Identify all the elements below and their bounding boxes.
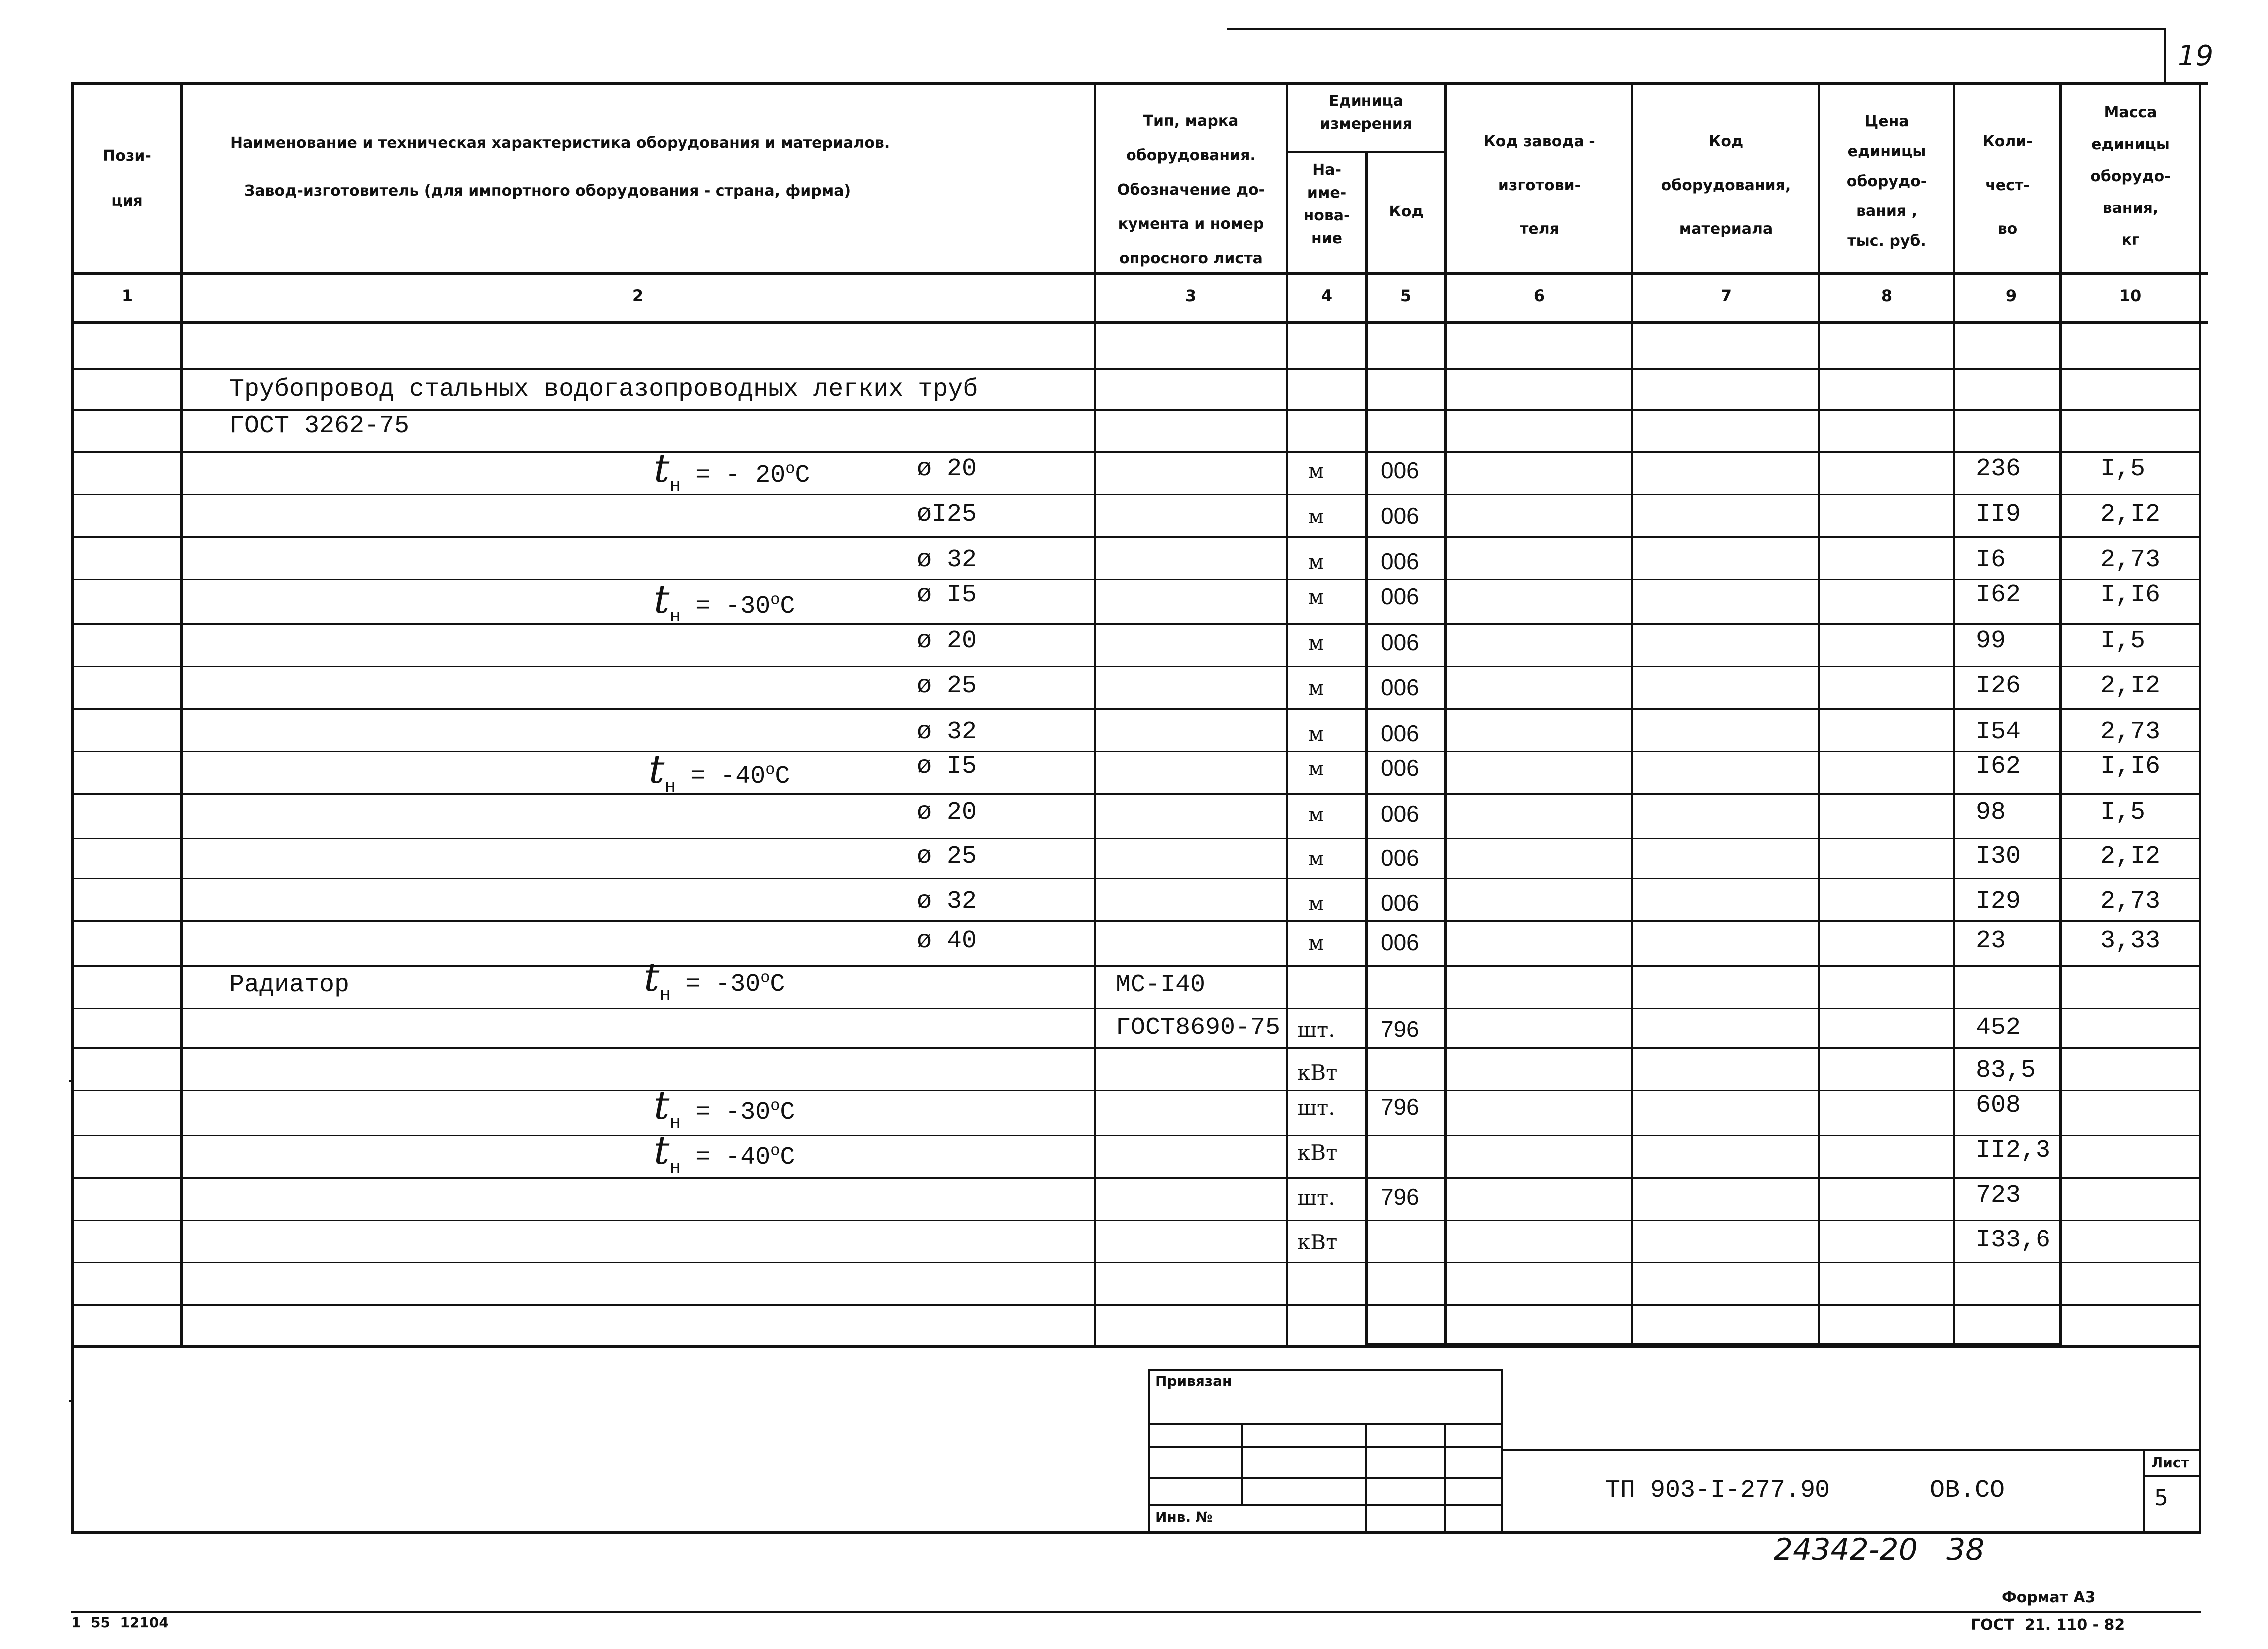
col1-divider xyxy=(180,82,183,1345)
gost-label: ГОСТ 21. 110 - 82 xyxy=(1971,1616,2125,1634)
left-code: 1 55 12104 xyxy=(71,1614,169,1631)
unit-group-line xyxy=(1286,151,1444,153)
pipe-unit-code: 006 xyxy=(1381,720,1419,746)
sheet-label: Лист xyxy=(2151,1454,2189,1471)
header-price: Цена единицы оборудо- вания , тыс. руб. xyxy=(1846,113,1927,250)
bound-grid-col-1 xyxy=(1241,1423,1243,1505)
colnum-bottom-line xyxy=(71,321,2208,324)
pipe-unit-code: 006 xyxy=(1381,755,1419,781)
bound-grid-line-3 xyxy=(1148,1477,1503,1479)
pipe-unit: м xyxy=(1308,632,1324,655)
temp-label-minus30: $t_н = -30^oC$ xyxy=(654,577,795,627)
bound-box-left xyxy=(1148,1369,1150,1534)
pipe-diameter: ø 25 xyxy=(917,842,977,871)
pipeline-title: Трубопровод стальных водогазопроводных легких труб xyxy=(229,375,978,404)
col9-divider xyxy=(2059,82,2062,1345)
radiator-quantity: I33,6 xyxy=(1976,1226,2051,1254)
document-section: ОВ.СО xyxy=(1930,1476,2005,1505)
column-number: 4 xyxy=(1321,286,1333,305)
column-number: 7 xyxy=(1720,286,1732,305)
radiator-name: Радиатор xyxy=(229,971,350,999)
row-line xyxy=(71,965,2201,967)
radiator-unit-code: 796 xyxy=(1381,1094,1419,1120)
pipe-diameter: ø 25 xyxy=(917,672,977,700)
row-line xyxy=(71,623,2201,625)
sheet-box-divider xyxy=(2143,1475,2201,1477)
handwritten-number: 24342-20 38 xyxy=(1774,1532,1985,1567)
pipe-mass: I,I6 xyxy=(2100,581,2161,609)
margin-tick xyxy=(69,1080,74,1082)
pipe-diameter: ø 32 xyxy=(917,718,977,746)
header-position: Пози- ция xyxy=(103,147,151,209)
margin-tick xyxy=(69,1400,74,1402)
bound-grid-col-3 xyxy=(1444,1423,1446,1534)
pipe-quantity: 236 xyxy=(1976,455,2021,483)
doc-box-top xyxy=(1501,1449,2201,1451)
column-number: 8 xyxy=(1881,286,1893,305)
pipe-quantity: 98 xyxy=(1976,798,2006,826)
pipe-mass: I,5 xyxy=(2100,627,2146,655)
column-number: 9 xyxy=(2005,286,2017,305)
pipe-mass: 2,I2 xyxy=(2100,842,2161,871)
pipe-quantity: I29 xyxy=(1976,887,2021,916)
radiator-temp-minus20: $t_н = -30^oC$ xyxy=(644,955,785,1006)
radiator-quantity: 723 xyxy=(1976,1181,2021,1210)
bound-grid-col-4 xyxy=(1501,1423,1503,1534)
pipe-mass: 2,I2 xyxy=(2100,672,2161,700)
radiator-unit: шт. xyxy=(1297,1185,1335,1210)
pipe-unit: м xyxy=(1308,847,1324,870)
header-name-line2: Завод-изготовитель (для импортного оборудования - страна, фирма) xyxy=(244,182,851,200)
row-line xyxy=(71,409,2201,411)
bound-box-top xyxy=(1148,1369,1503,1371)
pipe-mass: 2,73 xyxy=(2100,887,2161,916)
pipe-diameter: ø I5 xyxy=(917,752,977,781)
radiator-unit: кВт xyxy=(1297,1060,1338,1085)
pipe-unit-code: 006 xyxy=(1381,503,1419,529)
column-number: 5 xyxy=(1400,286,1412,305)
pipe-quantity: I6 xyxy=(1976,546,2006,574)
row-line xyxy=(71,1090,2201,1091)
radiator-type: МС-I40 xyxy=(1116,971,1206,999)
col5-divider xyxy=(1444,82,1447,1345)
radiator-quantity: 83,5 xyxy=(1976,1056,2036,1085)
corner-number: 19 xyxy=(2178,40,2214,72)
pipe-quantity: I30 xyxy=(1976,842,2021,871)
row-line xyxy=(71,579,2201,580)
bound-grid-line-4 xyxy=(1148,1504,1503,1506)
radiator-unit: шт. xyxy=(1297,1095,1335,1120)
col3-divider xyxy=(1286,82,1288,1345)
pipe-quantity: 23 xyxy=(1976,927,2006,955)
pipe-mass: I,5 xyxy=(2100,798,2146,826)
pipe-unit-code: 006 xyxy=(1381,845,1419,871)
row-line xyxy=(71,708,2201,710)
pipe-diameter: ø 20 xyxy=(917,627,977,655)
row-line xyxy=(71,838,2201,839)
column-number: 10 xyxy=(2119,286,2142,305)
pipe-mass: 2,73 xyxy=(2100,546,2161,574)
radiator-unit: кВт xyxy=(1297,1140,1338,1165)
bound-label: Привязан xyxy=(1155,1373,1232,1389)
pipe-unit: м xyxy=(1308,505,1324,528)
radiator-unit-code: 796 xyxy=(1381,1184,1419,1210)
row-line xyxy=(71,1177,2201,1179)
row-line xyxy=(71,494,2201,495)
bound-grid-line-1 xyxy=(1148,1423,1503,1425)
pipeline-gost: ГОСТ 3262-75 xyxy=(229,412,410,440)
row-line xyxy=(71,368,2201,370)
pipe-quantity: I62 xyxy=(1976,581,2021,609)
column-number: 2 xyxy=(632,286,644,305)
pipe-quantity: II9 xyxy=(1976,500,2021,529)
pipe-unit: м xyxy=(1308,551,1324,574)
pipe-unit-code: 006 xyxy=(1381,929,1419,955)
pipe-diameter: ø 20 xyxy=(917,798,977,826)
pipe-unit-code: 006 xyxy=(1381,457,1419,483)
row-line xyxy=(71,536,2201,538)
radiator-unit: кВт xyxy=(1297,1230,1338,1254)
radiator-quantity: II2,3 xyxy=(1976,1136,2051,1165)
pipe-mass: 2,I2 xyxy=(2100,500,2161,529)
pipe-unit: м xyxy=(1308,586,1324,609)
column-number: 6 xyxy=(1533,286,1545,305)
radiator-quantity: 452 xyxy=(1976,1014,2021,1042)
header-unit-code: Код xyxy=(1389,203,1424,220)
pipe-unit: м xyxy=(1308,723,1324,746)
footer-line xyxy=(71,1611,2201,1613)
radiator-temp-minus30: $t_н = -30^oC$ xyxy=(654,1083,795,1134)
pipe-mass: 3,33 xyxy=(2100,927,2161,955)
pipe-unit: м xyxy=(1308,803,1324,826)
temp-label-minus40: $t_н = -40^oC$ xyxy=(649,747,790,798)
column-number: 3 xyxy=(1185,286,1197,305)
pipe-quantity: I62 xyxy=(1976,752,2021,781)
row-line xyxy=(71,1220,2201,1221)
table-top-border xyxy=(71,82,2208,85)
pipe-mass: I,I6 xyxy=(2100,752,2161,781)
header-quantity: Коли- чест- во xyxy=(1982,133,2033,238)
corner-mark xyxy=(2164,28,2166,84)
sheet-number: 5 xyxy=(2154,1485,2168,1511)
column-number: 1 xyxy=(121,286,133,305)
pipe-unit-code: 006 xyxy=(1381,548,1419,574)
header-name-line1: Наименование и техническая характеристика оборудования и материалов. xyxy=(230,134,890,152)
pipe-quantity: I54 xyxy=(1976,718,2021,746)
col4-divider xyxy=(1365,151,1368,1345)
col6-divider xyxy=(1631,82,1633,1345)
row-line xyxy=(71,920,2201,922)
row-line xyxy=(71,666,2201,667)
pipe-unit-code: 006 xyxy=(1381,583,1419,609)
row-line xyxy=(71,1008,2201,1009)
pipe-unit-code: 006 xyxy=(1381,801,1419,826)
bound-grid-line-2 xyxy=(1148,1446,1503,1448)
temp-label-minus20: $t_н$ = - 20$^o$C xyxy=(654,446,810,497)
frame-right-line xyxy=(2199,82,2201,1534)
document-code: ТП 903-I-277.90 xyxy=(1605,1476,1830,1505)
radiator-quantity: 608 xyxy=(1976,1091,2021,1120)
col8-divider xyxy=(1953,82,1955,1345)
format-label: Формат А3 xyxy=(2002,1589,2096,1606)
header-unit-name: На- име- нова- ние xyxy=(1303,161,1350,247)
col7-divider xyxy=(1818,82,1820,1345)
pipe-unit: м xyxy=(1308,757,1324,780)
pipe-diameter: ø 32 xyxy=(917,546,977,574)
radiator-gost: ГОСТ8690-75 xyxy=(1116,1014,1281,1042)
top-margin-line xyxy=(1227,28,2165,30)
row-line xyxy=(71,1047,2201,1049)
pipe-diameter: ø 20 xyxy=(917,455,977,483)
pipe-diameter: øI25 xyxy=(917,500,977,529)
pipe-diameter: ø I5 xyxy=(917,581,977,609)
row-line xyxy=(71,878,2201,879)
row-line xyxy=(71,751,2201,752)
stamp-top-line xyxy=(71,1345,2201,1348)
pipe-unit: м xyxy=(1308,932,1324,955)
pipe-unit-code: 006 xyxy=(1381,629,1419,655)
pipe-mass: 2,73 xyxy=(2100,718,2161,746)
sheet-box-left xyxy=(2143,1449,2145,1534)
bound-grid-col-2 xyxy=(1365,1423,1367,1534)
inventory-label: Инв. № xyxy=(1155,1509,1213,1525)
radiator-temp-minus40: $t_н = -40^oC$ xyxy=(654,1128,795,1179)
frame-left-line xyxy=(71,82,74,1534)
pipe-diameter: ø 40 xyxy=(917,927,977,955)
header-mass: Масса единицы оборудо- вания, кг xyxy=(2090,104,2171,249)
header-unit-group: Единица измерения xyxy=(1319,92,1413,133)
radiator-unit-code: 796 xyxy=(1381,1016,1419,1042)
row-line xyxy=(71,1304,2201,1306)
pipe-unit: м xyxy=(1308,460,1324,483)
row-line xyxy=(71,1135,2201,1136)
radiator-unit: шт. xyxy=(1297,1018,1335,1042)
header-factory-code: Код завода - изготови- теля xyxy=(1483,133,1595,238)
row-line xyxy=(71,1262,2201,1263)
pipe-diameter: ø 32 xyxy=(917,887,977,916)
pipe-quantity: I26 xyxy=(1976,672,2021,700)
bound-box-right xyxy=(1501,1369,1503,1424)
pipe-unit-code: 006 xyxy=(1381,890,1419,916)
row-line xyxy=(71,793,2201,795)
header-type: Тип, марка оборудования. Обозначение до- кумента и номер опросного листа xyxy=(1117,112,1265,267)
pipe-unit-code: 006 xyxy=(1381,674,1419,700)
row-line xyxy=(71,451,2201,453)
header-equipment-code: Код оборудования, материала xyxy=(1661,133,1791,238)
pipe-quantity: 99 xyxy=(1976,627,2006,655)
pipe-unit: м xyxy=(1308,892,1324,915)
pipe-mass: I,5 xyxy=(2100,455,2146,483)
pipe-unit: м xyxy=(1308,677,1324,700)
